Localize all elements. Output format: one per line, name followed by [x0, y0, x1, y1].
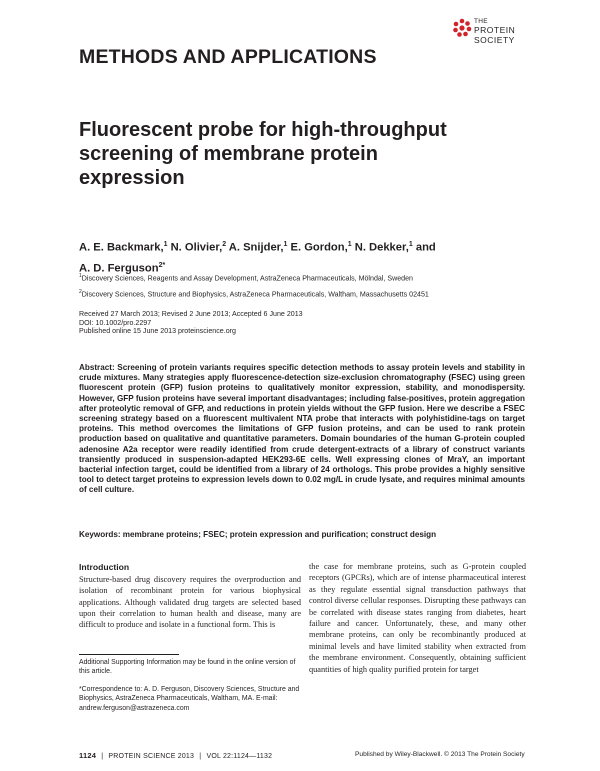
introduction-heading: Introduction	[79, 562, 130, 572]
body-column-right	[309, 561, 526, 675]
footnote-divider	[79, 654, 179, 655]
author-affiliation-mark: 1	[163, 241, 168, 248]
doi: DOI: 10.1002/pro.2297	[79, 318, 152, 327]
affiliation	[79, 271, 539, 284]
title-line: screening of membrane protein	[79, 143, 378, 165]
page-number: 1124	[79, 751, 97, 760]
author-affiliation-mark: 1	[347, 241, 352, 248]
footer-separator: |	[101, 753, 104, 760]
protein-society-logo	[452, 18, 572, 48]
affiliation	[79, 287, 539, 300]
author-affiliation-mark: 2	[222, 241, 227, 248]
author-name: E. Gordon,	[287, 241, 348, 254]
author-name: A. Snijder,	[226, 241, 284, 254]
keywords: Keywords: membrane proteins; FSEC; protein expression and purification; construct design	[79, 530, 437, 539]
protein-society-logo-icon	[452, 18, 472, 38]
page-footer	[79, 751, 272, 760]
logo-line-2: PROTEIN	[474, 25, 516, 35]
author-name: A. E. Backmark,	[79, 241, 164, 254]
abstract: Abstract: Screening of protein variants requires specific detection methods to assay protein levels and stability in crude mixtures. Many strategies apply fluorescence-detection size-exclusion chromatography (FSEC) using green fluorescent protein (GFP) fusion proteins to qualitatively monitor expression, stability, and monodispersity. However, GFP fusion proteins have several important disadvantages; including false-positives, protein aggregation after proteolytic removal of GFP, and reductions in protein yields without the GFP fusion. Here we describe a FSEC screening strategy based on a fluorescent multivalent NTA probe that interacts with polyhistidine-tags on target proteins. This method overcomes the limitations of GFP fusion proteins, and can be used to rank protein production based on qualitative and quantitative parameters. Domain boundaries of the human G-protein coupled adenosine A2a receptor were readily identified from crude detergent-extracts of a library of construct variants transiently produced in suspension-adapted HEK293-6E cells. Well expressing clones of MraY, an important bacterial infection target, could be identified from a library of 24 orthologs. This probe provides a highly sensitive tool to detect target proteins to expression levels down to 0.02 mg/L in crude lysate, and requires minimal amounts of cell culture.	[79, 363, 525, 495]
correspondence-footnote: *Correspondence to: A. D. Ferguson, Discovery Sciences, Structure and Biophysics, AstraZeneca Pharmaceuticals, Waltham, MA. E-mail: andrew.ferguson@astrazeneca.com	[79, 686, 300, 712]
author-conjunction: and	[412, 241, 436, 254]
supporting-info-footnote: Additional Supporting Information may be found in the online version of this article.	[79, 659, 296, 676]
section-heading: METHODS AND APPLICATIONS	[79, 46, 377, 68]
footer-separator: |	[199, 753, 202, 760]
affiliation-text: Discovery Sciences, Structure and Biophysics, AstraZeneca Pharmaceuticals, Waltham, Massachusetts 02451	[81, 290, 429, 299]
introduction-text-continued: the case for membrane proteins, such as G-protein coupled receptors (GPCRs), which are of intense pharmaceutical interest as they regulate essential signal transduction pathways that control diverse cellular responses. Disrupting these pathways can be correlated with disease states ranging from diabetes, heart failure and cancer. Unfortunately, these, and many other membrane proteins, can only be recombinantly produced at minimal levels and have limited stability when extracted from the membrane environment. Consequently, obtaining sufficient quantities of high quality purified protein for target	[309, 562, 526, 674]
volume-info: VOL 22:1124—1132	[206, 753, 273, 760]
author-line	[79, 236, 519, 257]
received-dates: Received 27 March 2013; Revised 2 June 2013; Accepted 6 June 2013	[79, 310, 303, 318]
logo-line-1: THE	[474, 18, 488, 25]
title-line: Fluorescent probe for high-throughput	[79, 119, 447, 141]
author-name: N. Dekker,	[351, 241, 409, 254]
author-affiliation-mark: 2*	[158, 261, 166, 269]
affiliation-number: 1	[79, 273, 82, 279]
author-affiliation-mark: 1	[408, 241, 413, 248]
author-name: A. D. Ferguson	[79, 262, 159, 275]
author-affiliation-mark: 1	[283, 241, 288, 248]
logo-line-3: SOCIETY	[474, 35, 515, 45]
journal-name: PROTEIN SCIENCE 2013	[108, 753, 195, 760]
affiliation-text: Discovery Sciences, Reagents and Assay Development, AstraZeneca Pharmaceuticals, Mölndal, Sweden	[81, 274, 413, 283]
title-line: expression	[79, 167, 185, 189]
publisher-notice: Published by Wiley-Blackwell. © 2013 The Protein Society	[355, 751, 525, 758]
publication-history	[79, 310, 303, 336]
introduction-text: Structure-based drug discovery requires the overproduction and isolation of recombinant protein for various biophysical applications. Although validated drug targets are selected based upon their correlation to human health and disease, many are difficult to produce and isolate in a functional form. This is	[79, 575, 301, 630]
affiliation-number: 2	[79, 288, 82, 295]
body-column-left	[79, 561, 301, 631]
article-title	[79, 118, 519, 190]
published-online: Published online 15 June 2013 proteinscience.org	[79, 327, 236, 336]
author-name: N. Olivier,	[167, 241, 223, 254]
affiliations	[79, 271, 539, 303]
